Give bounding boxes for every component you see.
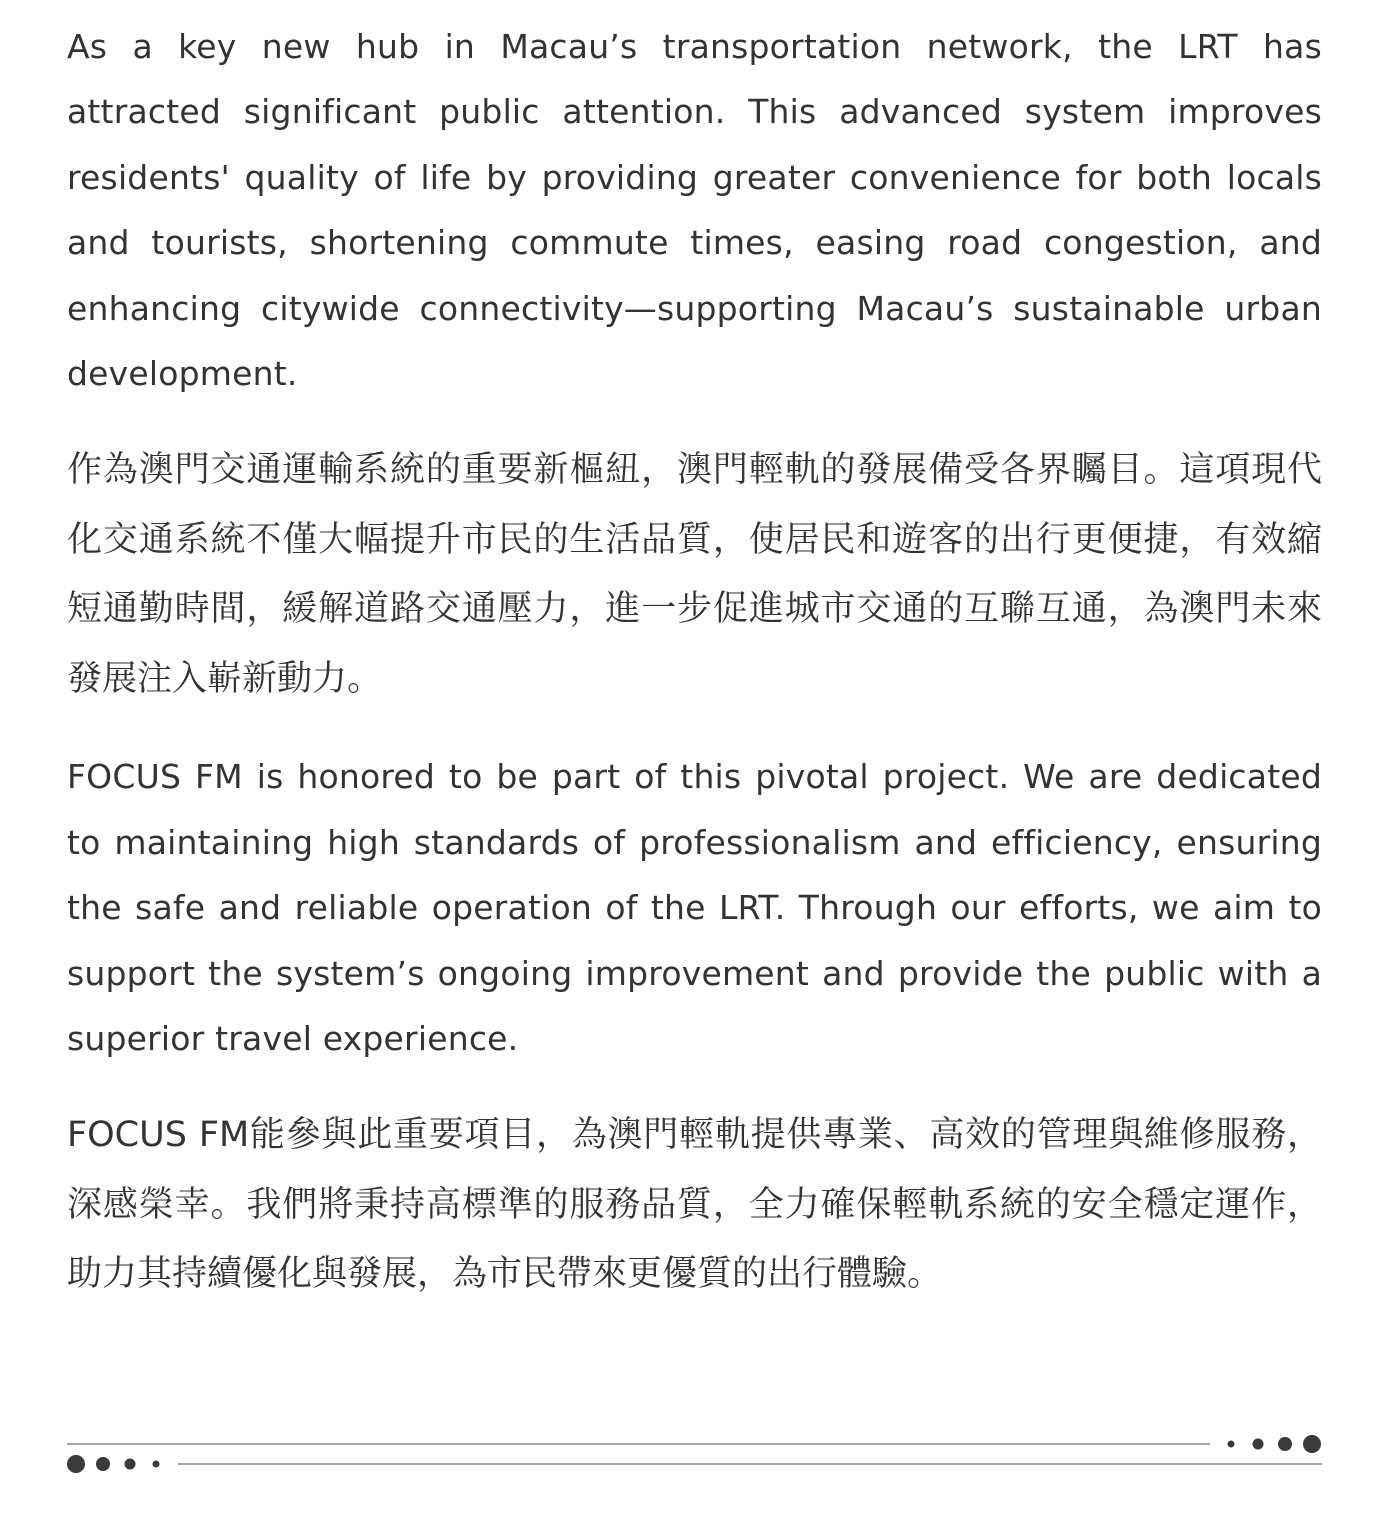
upper-dot: [1303, 1435, 1321, 1453]
paragraph-english-intro: As a key new hub in Macau’s transportation network, the LRT has attracted significant public attention. This advanced system improves residents' quality of life by providing greater convenience for both locals and tourists, shortening commute times, easing road congestion, and enhancing citywide connectivity—supporting Macau’s sustainable urban development.: [67, 27, 1322, 394]
paragraph-chinese-intro: 作為澳門交通運輸系統的重要新樞紐，澳門輕軌的發展備受各界矚目。這項現代化交通系統不僅大幅提升市民的生活品質，使居民和遊客的出行更便捷，有效縮短通勤時間，緩解道路交通壓力，進一步促進城市交通的互聯互通，為澳門未來發展注入嶄新動力。: [67, 450, 1322, 699]
upper-dot: [1228, 1441, 1235, 1448]
paragraph-english-focus-fm: FOCUS FM is honored to be part of this pivotal project. We are dedicated to maintaining high standards of professionalism and efficiency, ensuring the safe and reliable operation of the LRT. Through our efforts, we aim to support the system’s ongoing improvement and provide the public with a superior travel experience.: [67, 757, 1322, 1059]
lower-dot: [67, 1455, 85, 1473]
upper-dot: [1253, 1439, 1264, 1450]
article-body: [67, 14, 1322, 1340]
lower-dot: [96, 1457, 110, 1471]
lower-dot: [125, 1459, 136, 1470]
lower-dot: [153, 1461, 160, 1468]
dotted-rule-icon: [0, 1420, 1389, 1500]
upper-dot: [1278, 1437, 1292, 1451]
paragraph-chinese-focus-fm: FOCUS FM能參與此重要項目，為澳門輕軌提供專業、高效的管理與維修服務，深感榮幸。我們將秉持高標準的服務品質，全力確保輕軌系統的安全穩定運作，助力其持續優化與發展，為市民帶來更優質的出行體驗。: [67, 1115, 1322, 1295]
